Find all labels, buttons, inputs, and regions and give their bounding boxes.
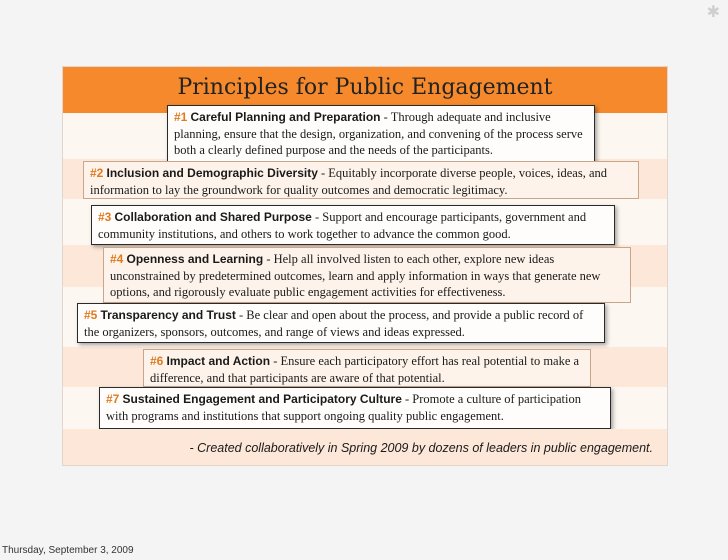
principle-heading: Sustained Engagement and Participatory Culture <box>122 392 402 406</box>
footer-date: Thursday, September 3, 2009 <box>2 545 134 556</box>
principle-heading: Impact and Action <box>166 354 271 368</box>
principle-heading: Collaboration and Shared Purpose <box>114 210 312 224</box>
principle-separator: - <box>273 354 278 368</box>
principle-text: Promote a culture of participation with programs and institutions that support ongoing quality public engagement. <box>106 392 581 423</box>
principle-text: Through adequate and inclusive planning, ensure that the design, organization, and convening of the process serve both a clearly defined purpose and the needs of the participants. <box>174 110 583 157</box>
principle-heading: Openness and Learning <box>126 252 264 266</box>
principle-separator: - <box>314 210 320 224</box>
principle-heading: Transparency and Trust <box>100 308 236 322</box>
principle-heading: Inclusion and Demographic Diversity <box>106 166 318 180</box>
principle-3 <box>91 205 615 245</box>
principle-4 <box>103 247 631 303</box>
principle-number: #3 <box>98 210 112 224</box>
principle-separator: - <box>321 166 326 180</box>
principle-7 <box>99 387 611 429</box>
principle-separator: - <box>239 308 244 322</box>
principle-number: #5 <box>84 308 98 322</box>
principle-number: #7 <box>106 392 120 406</box>
slide-title: Principles for Public Engagement <box>177 75 553 100</box>
principle-heading: Careful Planning and Preparation <box>190 110 381 124</box>
principle-number: #2 <box>90 166 104 180</box>
principle-text: Help all involved listen to each other, explore new ideas unconstrained by predetermined outcomes, learn and apply information in ways that generate new options, and rigorously evaluate public engagement activities for effectiveness. <box>110 252 601 299</box>
corner-mark: ✱ <box>706 2 720 21</box>
principle-1 <box>167 105 595 163</box>
principle-text: Ensure each participatory effort has real potential to make a difference, and that participants are aware of that potential. <box>150 354 580 385</box>
principle-separator: - <box>405 392 410 406</box>
principle-number: #1 <box>174 110 188 124</box>
principle-6 <box>143 349 591 387</box>
principle-text: Be clear and open about the process, and provide a public record of the organizers, sponsors, outcomes, and range of views and ideas expressed. <box>84 308 584 339</box>
principle-2 <box>83 161 639 199</box>
principle-text: Equitably incorporate diverse people, voices, ideas, and information to lay the groundwork for quality outcomes and democratic legitimacy. <box>90 166 608 197</box>
principle-5 <box>77 303 605 343</box>
principle-text: Support and encourage participants, government and community institutions, and others to work together to advance the common good. <box>98 210 587 241</box>
principle-number: #6 <box>150 354 164 368</box>
slide <box>62 66 668 466</box>
credit-text: - Created collaboratively in Spring 2009 by dozens of leaders in public engagement. <box>189 441 653 455</box>
principle-separator: - <box>383 110 388 124</box>
principle-number: #4 <box>110 252 124 266</box>
principle-separator: - <box>266 252 271 266</box>
